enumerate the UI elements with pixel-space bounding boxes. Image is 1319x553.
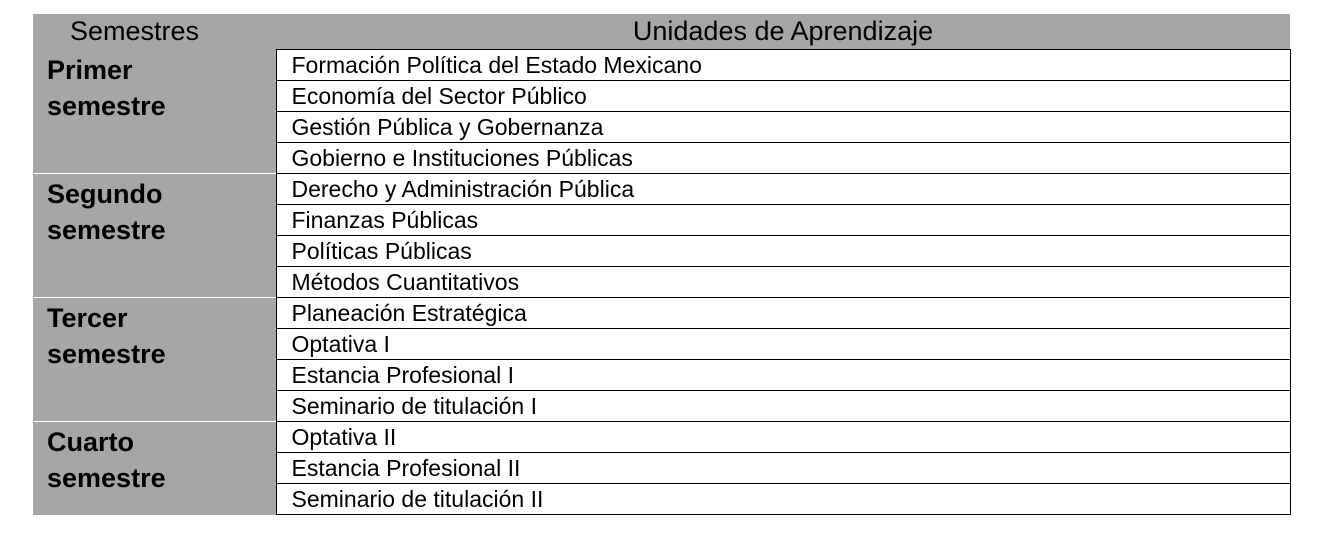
unit-cell: Derecho y Administración Pública (276, 174, 1290, 205)
unit-cell: Seminario de titulación II (276, 484, 1290, 515)
curriculum-table (33, 14, 1291, 515)
semester-cell-3 (33, 298, 276, 422)
table-row (33, 422, 1290, 453)
unit-cell: Gobierno e Instituciones Públicas (276, 143, 1290, 174)
semester-name-line2: semestre (47, 339, 166, 369)
semester-name-line1: Segundo (47, 179, 163, 209)
table-row (33, 50, 1290, 81)
unit-cell: Políticas Públicas (276, 236, 1290, 267)
table-row (33, 174, 1290, 205)
semester-name-line2: semestre (47, 90, 166, 121)
unit-cell: Gestión Pública y Gobernanza (276, 112, 1290, 143)
unit-cell: Estancia Profesional II (276, 453, 1290, 484)
semester-name-line2: semestre (47, 215, 166, 245)
semester-cell-2 (33, 174, 276, 298)
unit-cell: Finanzas Públicas (276, 205, 1290, 236)
semester-cell-1 (33, 50, 276, 174)
semester-name-line1: Tercer (47, 303, 128, 333)
semester-name-line1: Cuarto (47, 427, 134, 457)
header-units: Unidades de Aprendizaje (276, 14, 1290, 50)
curriculum-table-container (33, 14, 1290, 515)
semester-name-line2: semestre (47, 463, 166, 493)
unit-cell: Métodos Cuantitativos (276, 267, 1290, 298)
table-row (33, 298, 1290, 329)
unit-cell: Optativa I (276, 329, 1290, 360)
unit-cell: Seminario de titulación I (276, 391, 1290, 422)
semester-cell-4 (33, 422, 276, 515)
unit-cell: Planeación Estratégica (276, 298, 1290, 329)
unit-cell: Estancia Profesional I (276, 360, 1290, 391)
unit-cell: Optativa II (276, 422, 1290, 453)
header-row (33, 14, 1290, 50)
unit-cell: Economía del Sector Público (276, 81, 1290, 112)
unit-cell: Formación Política del Estado Mexicano (276, 50, 1290, 81)
header-semesters: Semestres (33, 14, 276, 50)
semester-name-line1: Primer (47, 54, 133, 85)
